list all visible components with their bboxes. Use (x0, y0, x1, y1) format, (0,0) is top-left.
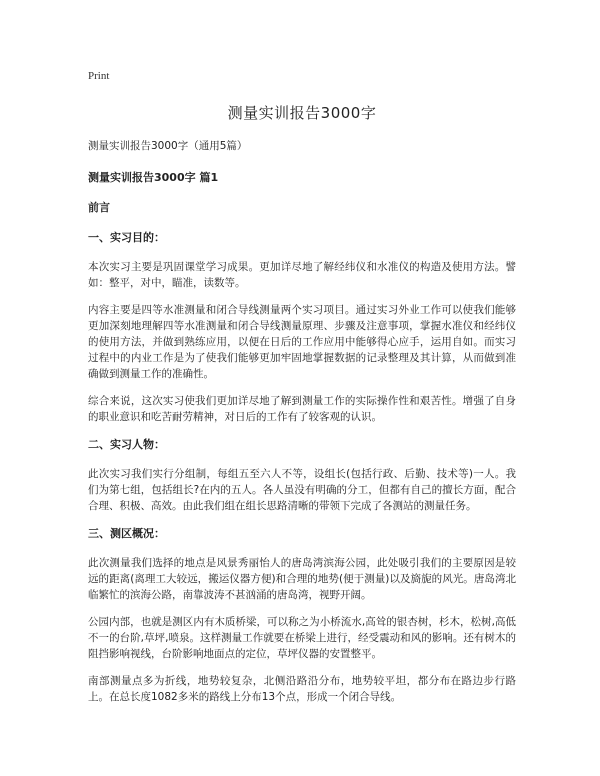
paragraph: 此次测量我们选择的地点是风景秀丽怡人的唐岛湾滨海公园，此处吸引我们的主要原因是较远的距离(离理工大较远，搬运仪器方便)和合理的地势(便于测量)以及旖旎的风光。唐岛湾北临繁忙的滨海公路，南靠波涛不甚汹涌的唐岛湾，视野开阔。 (88, 557, 516, 601)
paragraph: 综合来说，这次实习使我们更加详尽地了解到测量工作的实际操作性和艰苦性。增强了自身的职业意识和吃苦耐劳精神，对日后的工作有了较客观的认识。 (88, 395, 516, 423)
document-page (88, 70, 516, 716)
paragraph: 内容主要是四等水准测量和闭合导线测量两个实习项目。通过实习外业工作可以使我们能够更加深刻地理解四等水准测量和闭合导线测量原理、步骤及注意事项，掌握水准仪和经纬仪的使用方法，并做到熟练应用，以便在日后的工作应用中能够得心应手，运用自如。而实习过程中的内业工作是为了使我们能够更加牢固地掌握数据的记录整理及其计算，从而做到准确做到测量工作的准确性。 (88, 304, 516, 380)
print-label: Print (88, 70, 110, 82)
paragraph: 本次实习主要是巩固课堂学习成果。更加详尽地了解经纬仪和水准仪的构造及使用方法。譬如：整平，对中，瞄准，读数等。 (88, 261, 516, 289)
section-heading: 二、实习人物： (88, 438, 165, 451)
preface-heading: 前言 (88, 201, 110, 214)
section-purpose (88, 229, 516, 425)
document-title: 测量实训报告3000字 (227, 104, 377, 122)
section-personnel (88, 436, 516, 514)
paragraph: 南部测量点多为折线，地势较复杂，北侧沿路沿分布，地势较平坦，都分布在路边步行路上。在总长度1082多米的路线上分布13个点，形成一个闭合导线。 (88, 675, 516, 703)
section-heading: 三、测区概况： (88, 527, 165, 540)
paragraph: 公园内部，也就是测区内有木质桥梁，可以称之为小桥流水,高耸的银杏树，杉木，松树,高低不一的台阶,草坪,喷泉。这样测量工作就要在桥梁上进行，经受震动和风的影响。还有树木的阻挡影响视线，台阶影响地面点的定位，草坪仪器的安置整平。 (88, 616, 516, 660)
section-heading: 一、实习目的： (88, 231, 165, 244)
article-heading: 测量实训报告3000字 篇1 (88, 171, 219, 184)
document-subtitle: 测量实训报告3000字（通用5篇） (88, 140, 248, 152)
section-survey-area (88, 525, 516, 705)
paragraph: 此次实习我们实行分组制，每组五至六人不等，设组长(包括行政、后勤、技术等)一人。我们为第七组，包括组长?在内的五人。各人虽没有明确的分工，但都有自己的擅长方面，配合合理、积极、高效。由此我们组在组长思路清晰的带领下完成了各测站的测量任务。 (88, 468, 516, 512)
